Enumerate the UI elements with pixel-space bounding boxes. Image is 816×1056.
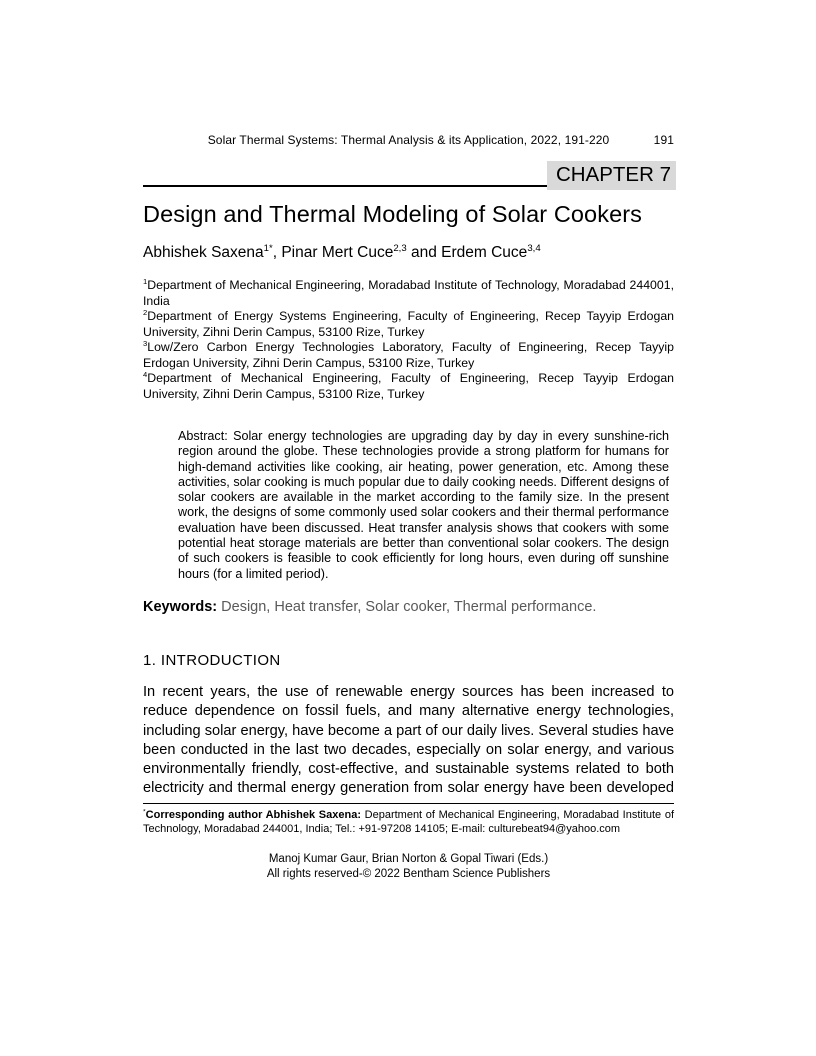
header-rule — [143, 147, 674, 187]
affiliation-number: 1 — [143, 276, 148, 286]
footnote-author: Corresponding author Abhishek Saxena: — [145, 808, 361, 821]
chapter-title: Design and Thermal Modeling of Solar Cookers — [143, 201, 643, 227]
running-title: Solar Thermal Systems: Thermal Analysis & its Application, 2022, 191-220 — [207, 133, 610, 147]
affiliation: $^2$Department of Energy Systems Engineering, Faculty of Engineering, Recep Tayyip Erdogan University, Zihni Derin Campus, 53100 Rize, Turkey — [143, 307, 674, 339]
author-name: Pinar Mert Cuce — [281, 244, 394, 261]
affiliation-number: 2 — [143, 307, 148, 317]
author-name: Abhishek Saxena — [143, 244, 264, 261]
footnote-marker: * — [143, 808, 146, 816]
affiliation-number: 3 — [143, 338, 148, 348]
publisher-footer — [143, 852, 674, 882]
keywords-line — [143, 598, 674, 616]
author-affiliation-ref: 1* — [263, 242, 273, 254]
footnote-text: Department of Mechanical Engineering, Moradabad Institute of Technology, Moradabad 244001, India; Tel.: +91-97208 14105; E-mail: culturebeat94@yahoo.com — [143, 808, 674, 836]
abstract-label: Abstract: — [178, 429, 228, 443]
affiliations — [143, 278, 674, 402]
author-name: Erdem Cuce — [441, 244, 528, 261]
page-number: 191 — [653, 133, 674, 147]
author-affiliation-ref: 2,3 — [393, 242, 407, 254]
affiliation-number: 4 — [143, 369, 148, 379]
copyright-line: All rights reserved-© 2022 Bentham Science Publishers — [266, 868, 551, 881]
keywords-label: Keywords: — [143, 598, 218, 615]
section-heading-introduction: 1. INTRODUCTION — [143, 651, 281, 669]
chapter-badge: CHAPTER 7 — [547, 161, 676, 190]
running-header — [143, 133, 674, 147]
affiliation: $^3$Low/Zero Carbon Energy Technologies Laboratory, Faculty of Engineering, Recep Tayyip Erdogan University, Zihni Derin Campus, 53100 Rize, Turkey — [143, 338, 674, 370]
affiliation: $^4$Department of Mechanical Engineering, Faculty of Engineering, Recep Tayyip Erdogan University, Zihni Derin Campus, 53100 Rize, Turkey — [143, 369, 674, 401]
abstract — [178, 429, 669, 582]
editors-line: Manoj Kumar Gaur, Brian Norton & Gopal Tiwari (Eds.) — [268, 853, 549, 866]
author-affiliation-ref: 3,4 — [527, 242, 541, 254]
affiliation: $^1$Department of Mechanical Engineering, Moradabad Institute of Technology, Moradabad 244001, India — [143, 276, 674, 308]
abstract-text: Solar energy technologies are upgrading day by day in every sunshine-rich region around the globe. These technologies provide a strong platform for humans for high-demand activities like cooking, air heating, power generation, etc. Among these activities, solar cooking is much popular due to daily cooking needs. Different designs of solar cookers are available in the market according to the family size. In the present work, the designs of some commonly used solar cookers and their thermal performance evaluation have been discussed. Heat transfer analysis shows that cookers with some potential heat storage materials are better than conventional solar cookers. The design of such cookers is feasible to cook efficiently for long hours, even during off sunshine hours (for a limited period). — [178, 429, 669, 581]
corresponding-author-footnote — [143, 803, 674, 837]
intro-paragraph: In recent years, the use of renewable energy sources has been increased to reduce dependence on fossil fuels, and many alternative energy technologies, including solar energy, have become a part of our daily lives. Several studies have been conducted in the last two decades, especially on solar energy, and various environmentally friendly, cost-effective, and sustainable systems related to both electricity and thermal energy generation from solar energy have been developed — [143, 683, 674, 797]
authors-line: Abhishek Saxena$^{1*}$, Pinar Mert Cuce$^{2,3}$ and Erdem Cuce$^{3,4}$ — [143, 242, 541, 261]
keywords-text: Design, Heat transfer, Solar cooker, Thermal performance. — [217, 598, 597, 615]
